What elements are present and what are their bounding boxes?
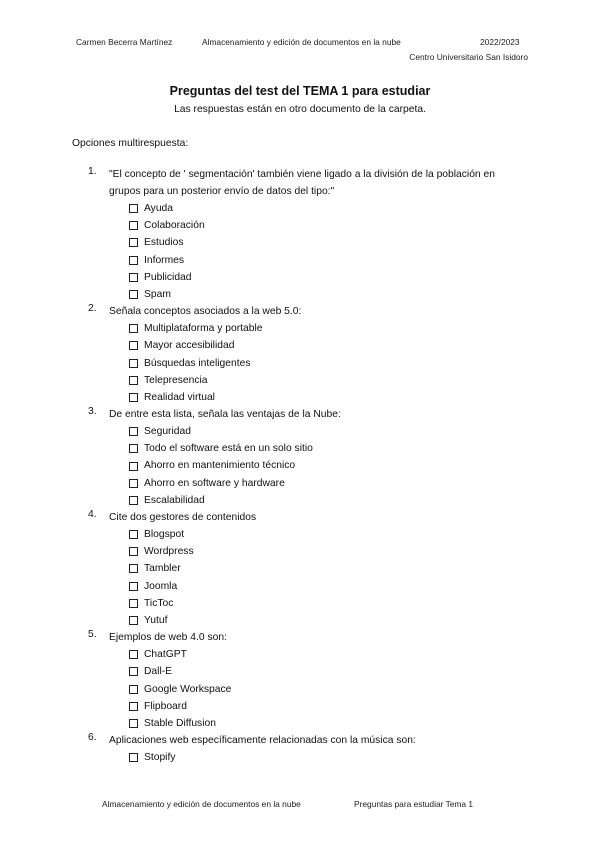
option-item[interactable]	[129, 681, 528, 698]
checkbox-icon[interactable]	[129, 341, 138, 350]
option-label: Colaboración	[144, 220, 205, 232]
checkbox-icon[interactable]	[129, 256, 138, 265]
option-item[interactable]	[129, 578, 528, 595]
checkbox-icon[interactable]	[129, 547, 138, 556]
question-number: 4.	[88, 509, 97, 520]
footer-left: Almacenamiento y edición de documentos en la nube	[102, 799, 301, 809]
option-item[interactable]	[129, 715, 528, 732]
question-text: Ejemplos de web 4.0 son:	[109, 632, 227, 644]
option-label: Telepresencia	[144, 374, 208, 386]
checkbox-icon[interactable]	[129, 702, 138, 711]
option-item[interactable]	[129, 612, 528, 629]
checkbox-icon[interactable]	[129, 238, 138, 247]
checkbox-icon[interactable]	[129, 650, 138, 659]
option-label: Mayor accesibilidad	[144, 340, 235, 352]
option-item[interactable]	[129, 355, 528, 372]
option-list	[109, 320, 528, 406]
option-label: TicToc	[144, 597, 174, 609]
option-label: Wordpress	[144, 546, 194, 558]
section-intro: Opciones multirespuesta:	[72, 138, 189, 149]
checkbox-icon[interactable]	[129, 479, 138, 488]
option-item[interactable]	[129, 320, 528, 337]
document-title: Preguntas del test del TEMA 1 para estudiar	[169, 84, 431, 98]
option-list	[109, 646, 528, 732]
header-subject: Almacenamiento y edición de documentos en la nube	[202, 37, 401, 47]
question-text: Señala conceptos asociados a la web 5.0:	[109, 306, 302, 318]
option-item[interactable]	[129, 423, 528, 440]
option-label: Flipboard	[144, 700, 187, 712]
checkbox-icon[interactable]	[129, 204, 138, 213]
option-item[interactable]	[129, 749, 528, 766]
option-item[interactable]	[129, 663, 528, 680]
option-item[interactable]	[129, 646, 528, 663]
option-label: Todo el software está en un solo sitio	[144, 443, 313, 455]
option-item[interactable]	[129, 543, 528, 560]
header-year: 2022/2023	[480, 37, 520, 47]
checkbox-icon[interactable]	[129, 376, 138, 385]
question-text: Cite dos gestores de contenidos	[109, 512, 257, 523]
checkbox-icon[interactable]	[129, 427, 138, 436]
option-list	[109, 526, 528, 629]
question-item	[88, 303, 528, 406]
checkbox-icon[interactable]	[129, 530, 138, 539]
question-item	[88, 629, 528, 732]
option-label: Realidad virtual	[144, 391, 215, 403]
option-label: Blogspot	[144, 529, 185, 540]
header-author: Carmen Becerra Martínez	[76, 37, 173, 47]
header-center: Centro Universitario San Isidoro	[409, 52, 528, 62]
checkbox-icon[interactable]	[129, 324, 138, 333]
option-list	[109, 200, 528, 303]
checkbox-icon[interactable]	[129, 582, 138, 591]
option-label: Tambler	[144, 563, 181, 575]
option-label: Yutuf	[144, 614, 168, 626]
option-label: Informes	[144, 254, 185, 266]
option-item[interactable]	[129, 252, 528, 269]
option-item[interactable]	[129, 200, 528, 217]
checkbox-icon[interactable]	[129, 753, 138, 762]
option-label: Estudios	[144, 237, 184, 249]
checkbox-icon[interactable]	[129, 290, 138, 299]
option-label: Ahorro en software y hardware	[144, 477, 285, 489]
option-item[interactable]	[129, 337, 528, 354]
option-item[interactable]	[129, 475, 528, 492]
option-label: Publicidad	[144, 271, 192, 283]
option-label: Spam	[144, 288, 171, 300]
option-item[interactable]	[129, 234, 528, 251]
question-text: De entre esta lista, señala las ventajas de la Nube:	[109, 409, 341, 421]
option-label: Stable Diffusion	[144, 717, 216, 729]
checkbox-icon[interactable]	[129, 221, 138, 230]
checkbox-icon[interactable]	[129, 599, 138, 608]
checkbox-icon[interactable]	[129, 273, 138, 282]
option-item[interactable]	[129, 389, 528, 406]
option-label: Escalabilidad	[144, 494, 205, 506]
question-number: 2.	[88, 303, 97, 315]
question-number: 6.	[88, 732, 97, 744]
option-item[interactable]	[129, 286, 528, 303]
checkbox-icon[interactable]	[129, 719, 138, 728]
option-item[interactable]	[129, 269, 528, 286]
option-label: Joomla	[144, 580, 178, 592]
checkbox-icon[interactable]	[129, 393, 138, 402]
option-label: Ayuda	[144, 203, 174, 214]
option-item[interactable]	[129, 372, 528, 389]
option-list	[109, 749, 528, 766]
checkbox-icon[interactable]	[129, 462, 138, 471]
question-list	[88, 166, 528, 766]
option-label: Stopify	[144, 752, 176, 764]
checkbox-icon[interactable]	[129, 359, 138, 368]
option-item[interactable]	[129, 595, 528, 612]
checkbox-icon[interactable]	[129, 444, 138, 453]
checkbox-icon[interactable]	[129, 667, 138, 676]
option-label: Seguridad	[144, 426, 191, 438]
question-item	[88, 406, 528, 509]
option-item[interactable]	[129, 457, 528, 474]
question-text: "El concepto de ' segmentación' también viene ligado a la división de la población en grupos para un posterior envío de datos del tipo:"	[109, 169, 495, 197]
question-number: 5.	[88, 629, 97, 641]
option-label: Google Workspace	[144, 683, 232, 695]
option-label: Búsquedas inteligentes	[144, 357, 251, 369]
question-number: 1.	[88, 166, 97, 177]
footer-right: Preguntas para estudiar Tema 1	[354, 799, 474, 809]
option-label: Ahorro en mantenimiento técnico	[144, 460, 296, 472]
question-number: 3.	[88, 406, 97, 418]
question-item	[88, 166, 528, 303]
option-label: ChatGPT	[144, 649, 187, 661]
checkbox-icon[interactable]	[129, 616, 138, 625]
checkbox-icon[interactable]	[129, 685, 138, 694]
option-item[interactable]	[129, 492, 528, 509]
checkbox-icon[interactable]	[129, 496, 138, 505]
checkbox-icon[interactable]	[129, 564, 138, 573]
option-list	[109, 423, 528, 509]
option-item[interactable]	[129, 217, 528, 234]
question-item	[88, 732, 528, 766]
option-item[interactable]	[129, 440, 528, 457]
option-label: Multiplataforma y portable	[144, 323, 263, 335]
option-item[interactable]	[129, 526, 528, 543]
question-item	[88, 509, 528, 629]
question-text: Aplicaciones web específicamente relacionadas con la música son:	[109, 735, 416, 747]
option-label: Dall-E	[144, 666, 173, 678]
option-item[interactable]	[129, 560, 528, 577]
document-subtitle: Las respuestas están en otro documento de la carpeta.	[174, 104, 426, 115]
option-item[interactable]	[129, 698, 528, 715]
